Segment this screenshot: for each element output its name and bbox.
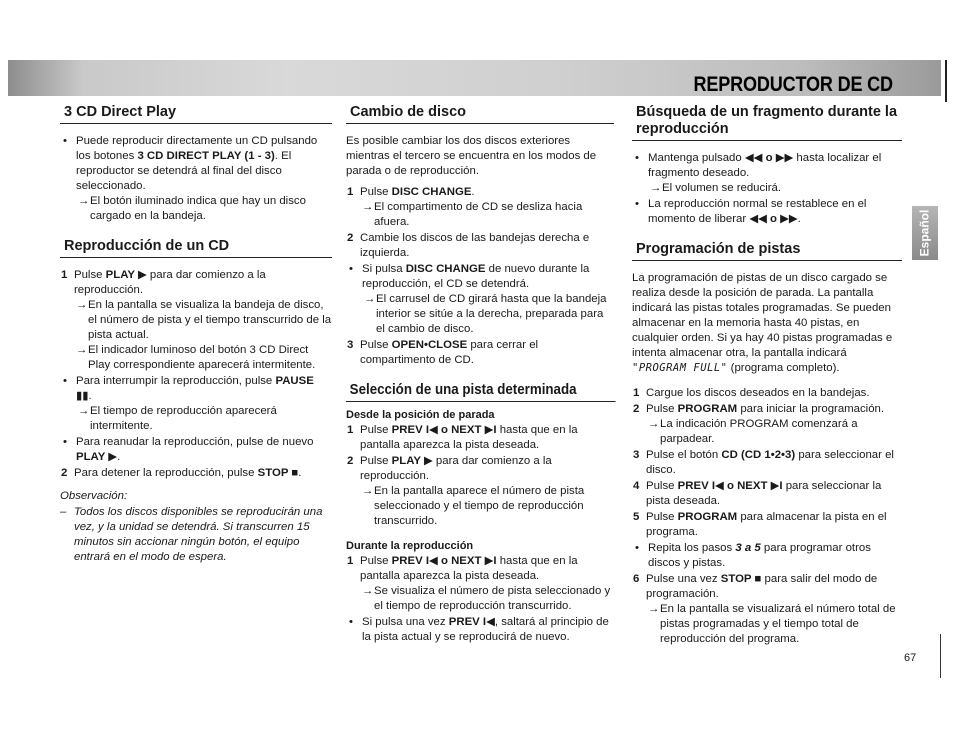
result-note: → En la pantalla se visualiza la bandeja de disco, el número de pista y el tiempo transcurrido de la pista actual. [76, 299, 332, 341]
page-number: 67 [904, 652, 917, 664]
result-note: → El tiempo de reproducción aparecerá intermitente. [78, 405, 277, 432]
result-note: → El compartimento de CD se desliza hacia afuera. [362, 201, 583, 228]
section-title-busqueda: Búsqueda de un fragmento durante la reproducción [632, 104, 902, 141]
arrow-icon: → [76, 344, 88, 356]
page-edge-mark-top [945, 60, 947, 102]
bullet-item: • Para interrumpir la reproducción, pulse PAUSE ▮▮. → El tiempo de reproducción aparecerá intermitente. [60, 374, 332, 434]
bullet-item: • La reproducción normal se restablece en el momento de liberar ◀◀ o ▶▶. [632, 197, 902, 227]
result-note: → Se visualiza el número de pista seleccionado y el tiempo de reproducción transcurrido. [362, 585, 611, 612]
arrow-icon: → [364, 293, 376, 305]
step-list [60, 268, 332, 373]
result-note: → En la pantalla aparece el número de pista seleccionado y el tiempo de reproducción transcurrido. [362, 485, 585, 527]
step-item: 1 Pulse PLAY ▶ para dar comienzo a la reproducción. → En la pantalla se visualiza la bandeja de disco, el número de pista y el tiempo transcurrido de la pista actual. → El indicador luminoso del botón 3 CD Direct Play correspondiente aparecerá intermitente. [61, 269, 332, 371]
bullet-item: • Repita los pasos 3 a 5 para programar otros discos y pistas. [632, 541, 902, 571]
bullet-list [60, 374, 332, 465]
arrow-icon: → [362, 585, 374, 597]
page-title: REPRODUCTOR DE CD [693, 73, 893, 96]
page-edge-mark [940, 634, 941, 678]
step-item: 3 Pulse el botón CD (CD 1•2•3) para seleccionar el disco. [633, 449, 894, 476]
arrow-icon: → [362, 201, 374, 213]
language-tab [912, 206, 938, 260]
section-title-seleccion-pista: Selección de una pista determinada [346, 382, 616, 402]
arrow-icon: → [78, 405, 90, 417]
section-title-programacion: Programación de pistas [632, 241, 902, 261]
result-note: → El botón iluminado indica que hay un disco cargado en la bandeja. [78, 195, 306, 222]
bullet-list [346, 262, 614, 337]
step-item: 1 Cargue los discos deseados en la bandejas. [633, 387, 870, 399]
section-title-cambio-disco: Cambio de disco [346, 104, 614, 124]
result-note: → El indicador luminoso del botón 3 CD Direct Play correspondiente aparecerá intermitente. [76, 344, 316, 371]
note-heading: Observación: [60, 490, 128, 502]
bullet-list [346, 615, 614, 645]
step-list [346, 185, 614, 261]
step-list [346, 554, 614, 614]
language-tab-label: Español [917, 209, 932, 257]
step-item: 2 Pulse PROGRAM para iniciar la programación. → La indicación PROGRAM comenzará a parpadear. [632, 402, 902, 447]
subheading-reproduccion: Durante la reproducción [346, 540, 474, 552]
section-title-reproduccion: Reproducción de un CD [60, 238, 332, 258]
arrow-icon: → [648, 418, 660, 430]
result-note: → El carrusel de CD girará hasta que la bandeja interior se sitúe a la derecha, preparada para el cambio de disco. [364, 293, 607, 335]
step-item: 2 Cambie los discos de las bandejas derecha e izquierda. [347, 232, 590, 259]
column-3 [632, 104, 902, 648]
step-item: 1 Pulse PREV I◀ o NEXT ▶I hasta que en la pantalla aparezca la pista deseada. [347, 424, 578, 451]
bullet-item: • Si pulsa DISC CHANGE de nuevo durante la reproducción, el CD se detendrá. → El carrusel de CD girará hasta que la bandeja interior se sitúe a la derecha, preparada para el cambio de disco. [346, 262, 614, 337]
step-list [346, 423, 614, 529]
step-item: 6 Pulse una vez STOP ■ para salir del modo de programación. → En la pantalla se visualizará el número total de pistas programadas y el tiempo total de reproducción del programa. [632, 572, 902, 647]
section-title-3cd-direct-play: 3 CD Direct Play [60, 104, 332, 124]
arrow-icon: → [362, 485, 374, 497]
bullet-item: • Para reanudar la reproducción, pulse de nuevo PLAY ▶. [60, 435, 332, 465]
bullet-list [632, 541, 902, 571]
bullet-item: • Mantenga pulsado ◀◀ o ▶▶ hasta localizar el fragmento deseado. → El volumen se reducirá. [632, 151, 902, 196]
result-note: → En la pantalla se visualizará el número total de pistas programadas y el tiempo total de reproducción del programa. [648, 603, 896, 645]
step-item: 3 Pulse OPEN•CLOSE para cerrar el compartimento de CD. [347, 339, 539, 366]
arrow-icon: → [650, 182, 662, 194]
lcd-text: "PROGRAM FULL" [632, 362, 728, 374]
step-item: 5 Pulse PROGRAM para almacenar la pista en el programa. [633, 511, 887, 538]
step-list [632, 386, 902, 540]
bullet-list [60, 134, 332, 224]
intro-paragraph: La programación de pistas de un disco cargado se realiza desde la posición de parada. La pantalla indicará las pistas totales programadas. Se pueden almacenar en la memoria hasta 40 pistas, en cualquier orden. Si ya hay 40 pistas programadas e intenta almacenar otra, la pantalla indicará "PROGRAM FULL" (programa completo). [632, 272, 893, 374]
bullet-item: • Si pulsa una vez PREV I◀, saltará al principio de la pista actual y se reproducirá de nuevo. [346, 615, 614, 645]
column-1 [60, 104, 332, 565]
intro-paragraph: Es posible cambiar los dos discos exteriores mientras el tercero se encuentra en los modos de parada o de reproducción. [346, 135, 597, 177]
arrow-icon: → [648, 603, 660, 615]
header-banner [8, 60, 941, 96]
step-list [60, 466, 332, 481]
bullet-item: • Puede reproducir directamente un CD pulsando los botones 3 CD DIRECT PLAY (1 - 3). El reproductor se detendrá al final del disco seleccionado. → El botón iluminado indica que hay un disco cargado en la bandeja. [60, 134, 332, 224]
result-note: → La indicación PROGRAM comenzará a parpadear. [648, 418, 858, 445]
arrow-icon: → [78, 195, 90, 207]
column-2 [346, 104, 614, 646]
arrow-icon: → [76, 299, 88, 311]
note-text: – Todos los discos disponibles se reproducirán una vez, y la unidad se detendrá. Si transcurren 15 minutos sin accionar ningún botón, el equipo entrará en el modo de espera. [60, 506, 323, 563]
step-item: 4 Pulse PREV I◀ o NEXT ▶I para seleccionar la pista deseada. [633, 480, 882, 507]
step-item: 1 Pulse DISC CHANGE. → El compartimento de CD se desliza hacia afuera. [346, 185, 614, 230]
step-item: 1 Pulse PREV I◀ o NEXT ▶I hasta que en la pantalla aparezca la pista deseada. → Se visualiza el número de pista seleccionado y el tiempo de reproducción transcurrido. [346, 554, 614, 614]
bullet-list [632, 151, 902, 227]
step-item: 2 Pulse PLAY ▶ para dar comienzo a la reproducción. → En la pantalla aparece el número de pista seleccionado y el tiempo de reproducción transcurrido. [346, 454, 614, 529]
subheading-parada: Desde la posición de parada [346, 409, 495, 421]
result-note: → El volumen se reducirá. [650, 182, 782, 194]
step-item: 2 Para detener la reproducción, pulse STOP ■. [61, 467, 302, 479]
step-list [346, 338, 614, 368]
step-list [632, 572, 902, 647]
